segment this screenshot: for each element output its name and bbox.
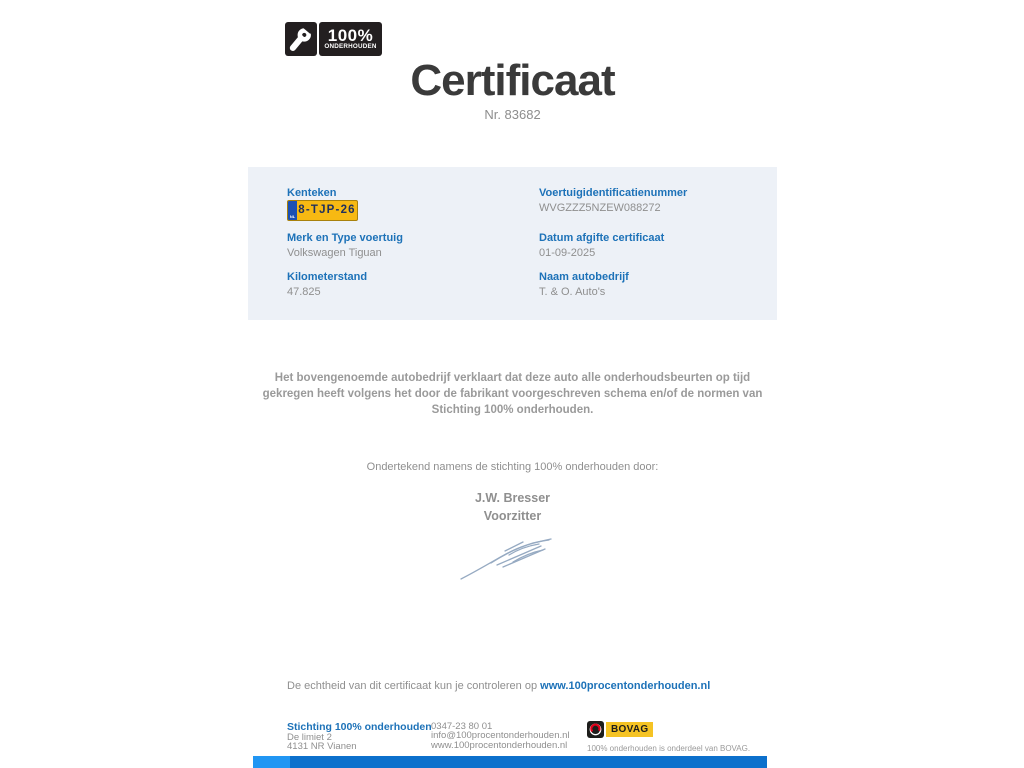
page-title: Certificaat [410, 56, 615, 105]
license-plate-number: 8-TJP-26 [298, 204, 356, 216]
footer-phone: 0347-23 80 01 [431, 721, 493, 732]
license-plate [287, 200, 358, 221]
vin-label: Voertuigidentificatienummer [539, 187, 688, 199]
license-plate-eu-strip: NL [288, 201, 297, 220]
footer-email: info@100procentonderhouden.nl [431, 730, 570, 742]
declaration-statement: Het bovengenoemde autobedrijf verklaart dat deze auto alle onderhoudsbeurten op tijd gekregen heeft volgens het door de fabrikant voorgeschreven schema en/of de normen van Stichting 100% onderhouden. [262, 372, 763, 416]
signature-intro: Ondertekend namens de stichting 100% onderhouden door: [366, 461, 659, 473]
signatory-role: Voorzitter [483, 509, 542, 523]
certificate-number: Nr. 83682 [484, 107, 541, 122]
authenticity-text: De echtheid van dit certificaat kun je controleren op [287, 680, 538, 692]
footer-org-name: Stichting 100% onderhouden [287, 721, 432, 733]
bovag-wordmark: BOVAG [606, 722, 653, 737]
authenticity-note [287, 680, 710, 693]
footer-color-bar [253, 756, 767, 768]
footer-website: www.100procentonderhouden.nl [431, 739, 568, 751]
bovag-roundel-icon [587, 721, 604, 738]
naam-autobedrijf-label: Naam autobedrijf [539, 271, 629, 283]
brand-logo [285, 22, 382, 56]
bovag-note: 100% onderhouden is onderdeel van BOVAG. [587, 744, 751, 753]
vin-value: WVGZZZ5NZEW088272 [539, 202, 661, 214]
logo-sub-text: ONDERHOUDEN [324, 42, 377, 50]
footer-bar-light-segment [253, 756, 290, 768]
kilometerstand-value: 47.825 [287, 286, 321, 298]
signature-block [248, 461, 777, 586]
footer-address-street: De limiet 2 [287, 732, 332, 743]
naam-autobedrijf-value: T. & O. Auto's [539, 286, 606, 298]
footer-bovag [587, 721, 750, 753]
footer-bar-dark-segment [290, 756, 767, 768]
wrench-icon [285, 22, 317, 56]
footer-contact [431, 722, 570, 750]
bovag-logo [587, 721, 750, 738]
signatory-name: J.W. Bresser [474, 491, 551, 505]
merk-type-value: Volkswagen Tiguan [287, 247, 382, 259]
merk-type-label: Merk en Type voertuig [287, 232, 403, 244]
verify-link[interactable]: www.100procentonderhouden.nl [540, 680, 711, 692]
logo-wordmark [319, 22, 382, 56]
datum-afgifte-value: 01-09-2025 [539, 247, 596, 259]
datum-afgifte-label: Datum afgifte certificaat [539, 232, 665, 244]
logo-percent-text: 100% [327, 25, 374, 45]
handwritten-signature [248, 529, 777, 586]
kilometerstand-label: Kilometerstand [287, 271, 368, 283]
footer-address-city: 4131 NR Vianen [287, 741, 357, 753]
footer-organisation [287, 721, 432, 752]
kenteken-label: Kenteken [287, 187, 337, 199]
vehicle-details-panel [248, 167, 777, 320]
